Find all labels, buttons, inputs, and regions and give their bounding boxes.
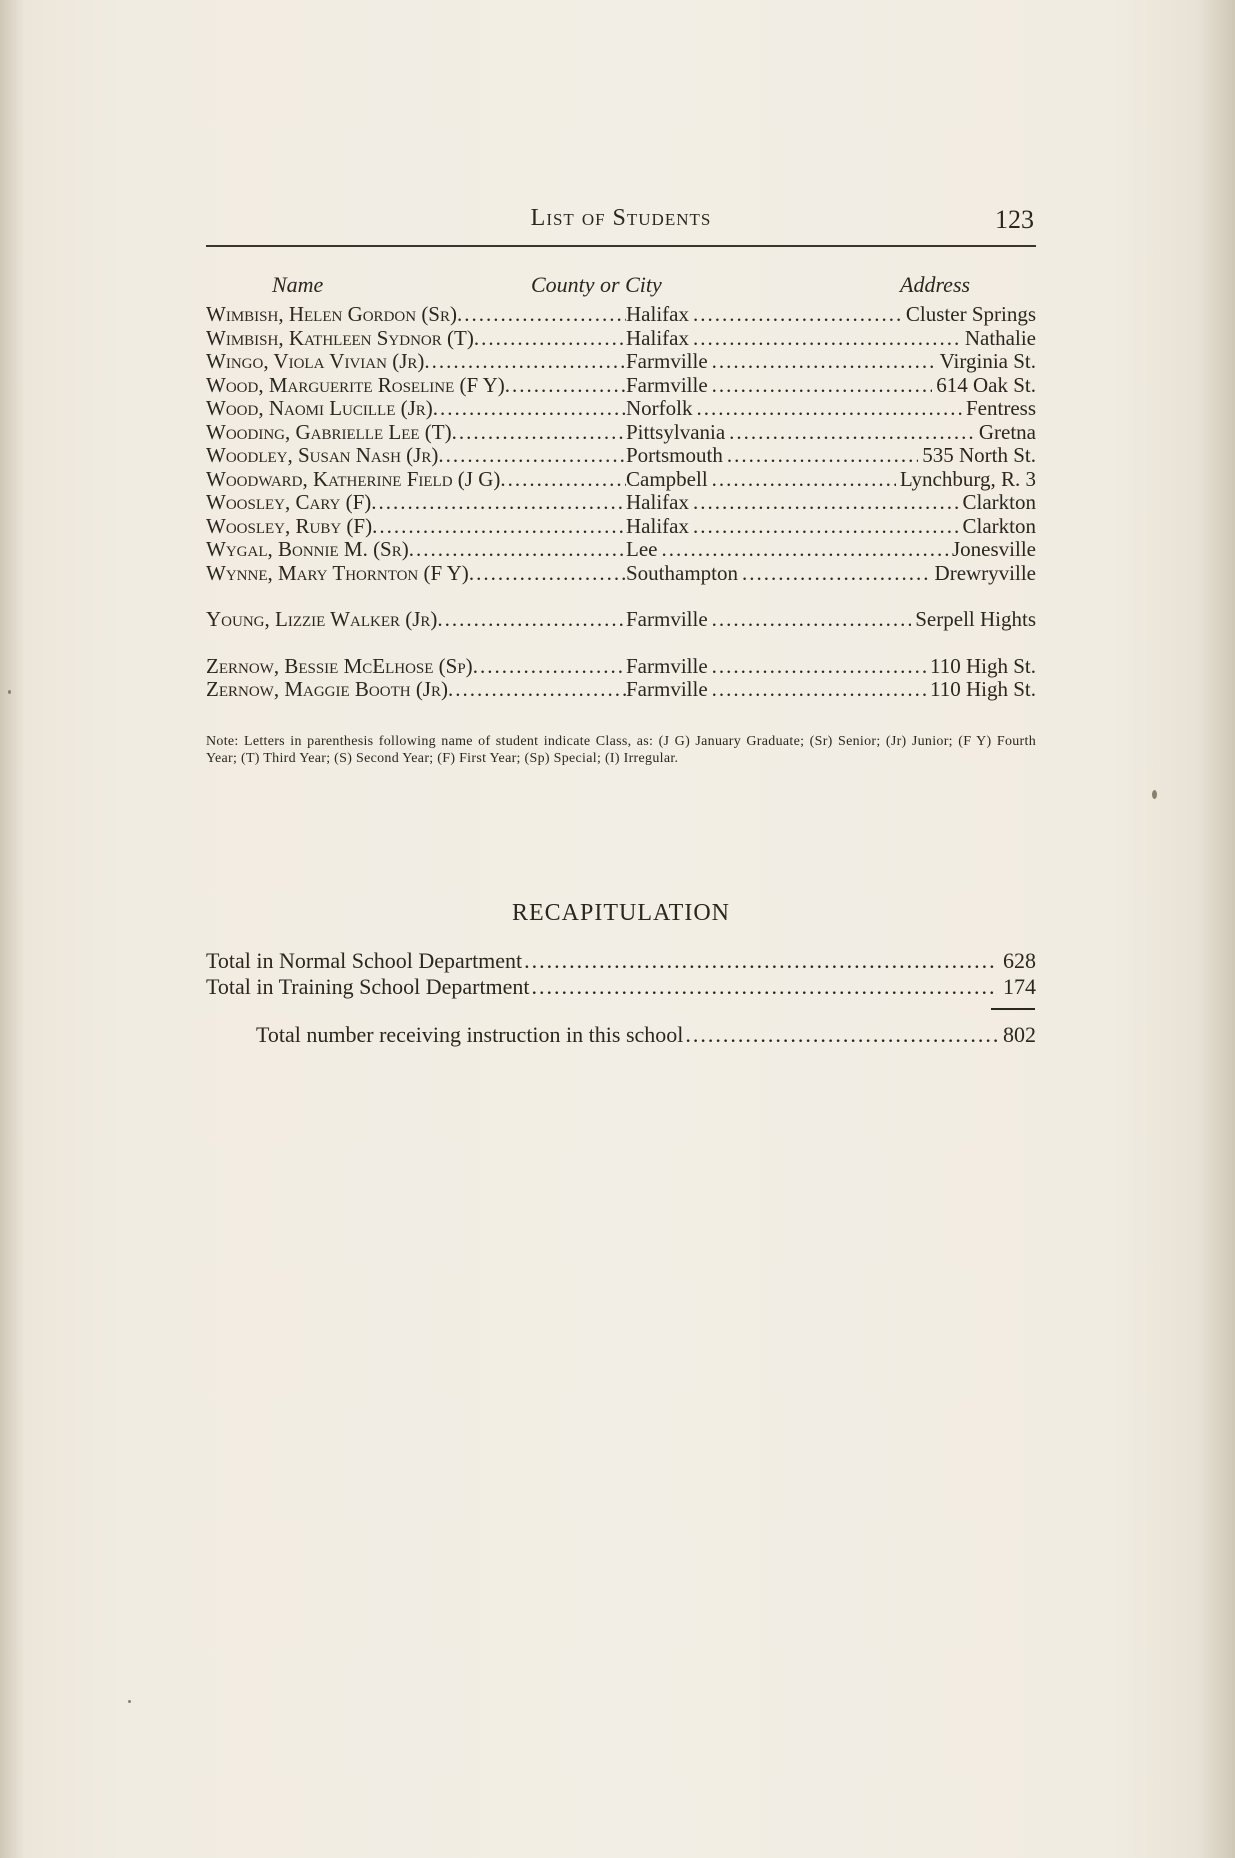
student-name: Woosley, Cary (F) [206,490,372,514]
running-title: List of Students [530,205,712,231]
name-cell [206,654,626,679]
leader-dots [474,326,626,351]
leader-dots [524,948,997,974]
county-or-city: Norfolk [626,396,693,420]
name-cell [206,443,626,468]
address: Gretna [978,419,1036,444]
name-cell [206,467,626,492]
leader-dots [505,373,626,398]
leader-dots [729,420,975,445]
student-name: Wimbish, Helen Gordon (Sr) [206,302,457,326]
leader-dots [500,467,626,492]
leader-dots [693,514,959,539]
student-name: Wooding, Gabrielle Lee (T) [206,419,452,444]
student-name: Woodward, Katherine Field (J G) [206,466,501,491]
leader-dots [409,537,626,562]
student-row [206,467,1036,491]
paper-speck [128,1700,131,1703]
normal-school-total [206,948,1036,974]
county-or-city: Farmville [626,677,708,701]
county-or-city: Halifax [626,325,689,350]
address: 614 Oak St. [936,372,1036,397]
name-cell [206,490,626,515]
address: Serpell Hights [915,607,1036,631]
county-or-city: Farmville [626,372,708,397]
student-name: Wood, Marguerite Roseline (F Y) [206,372,505,397]
leader-dots [697,396,963,421]
recapitulation-title: RECAPITULATION [512,900,730,926]
leader-dots [693,490,959,515]
name-cell [206,677,626,702]
student-name: Woodley, Susan Nash (Jr) [206,443,439,467]
address: Lynchburg, R. 3 [899,466,1036,491]
leader-dots [712,467,896,492]
address: Virginia St. [939,349,1036,373]
leader-dots [372,514,626,539]
student-name: Zernow, Maggie Booth (Jr) [206,677,448,701]
name-cell [206,373,626,398]
column-headings [206,272,1036,298]
address: 535 North St. [922,443,1036,467]
address: Jonesville [952,537,1036,561]
name-cell [206,607,626,632]
leader-dots [438,443,626,468]
paper-speck [8,690,11,694]
total-label: Total in Normal School Department [206,948,523,973]
county-or-city: Halifax [626,513,689,538]
leader-dots [712,607,912,632]
total-value: 628 [1003,948,1036,973]
name-cell [206,349,626,374]
column-heading-county: County or City [531,272,662,297]
address: 110 High St. [930,677,1036,701]
county-or-city: Farmville [626,653,708,678]
leader-dots [448,677,626,702]
student-row [206,420,1036,444]
leader-dots [712,373,933,398]
leader-dots [532,974,997,1000]
column-heading-address: Address [900,272,971,297]
leader-dots [457,302,626,327]
address: Clarkton [962,490,1036,514]
student-row [206,677,1036,701]
leader-dots [693,302,902,327]
leader-dots [452,420,626,445]
leader-dots [469,561,626,586]
student-row [206,349,1036,373]
leader-dots [712,349,936,374]
county-or-city: Lee [626,537,658,561]
leader-dots [437,607,626,632]
name-cell [206,326,626,351]
county-or-city: Halifax [626,490,689,514]
student-row [206,654,1036,678]
name-cell [206,420,626,445]
student-row [206,514,1036,538]
county-or-city: Campbell [626,466,708,491]
leader-dots [712,654,926,679]
grand-total [256,1022,1036,1048]
student-name: Wimbish, Kathleen Sydnor (T) [206,325,474,350]
total-value: 802 [1003,1022,1036,1047]
page-header [206,205,1036,247]
address: 110 High St. [930,653,1036,678]
county-or-city: Farmville [626,349,708,373]
student-row [206,443,1036,467]
student-row [206,490,1036,514]
address: Fentress [966,396,1036,420]
address: Nathalie [964,325,1036,350]
leader-dots [424,349,626,374]
student-row [206,561,1036,585]
name-cell [206,514,626,539]
paper-speck [1152,790,1157,799]
student-row [206,373,1036,397]
student-name: Young, Lizzie Walker (Jr) [206,607,438,631]
name-cell [206,302,626,327]
leader-dots [371,490,626,515]
address: Cluster Springs [905,302,1036,326]
county-or-city: Halifax [626,302,689,326]
student-name: Wygal, Bonnie M. (Sr) [206,537,409,561]
name-cell [206,537,626,562]
sum-rule [991,1008,1035,1010]
county-or-city: Pittsylvania [626,419,726,444]
address: Clarkton [962,513,1036,538]
student-row [206,302,1036,326]
name-cell [206,396,626,421]
leader-dots [727,443,918,468]
leader-dots [473,654,626,679]
training-school-total [206,974,1036,1000]
county-or-city: Southampton [626,560,739,585]
leader-dots [433,396,626,421]
student-row [206,326,1036,350]
student-name: Zernow, Bessie McElhose (Sp) [206,653,473,678]
county-or-city: Farmville [626,607,708,631]
student-name: Wood, Naomi Lucille (Jr) [206,396,433,420]
leader-dots [661,537,948,562]
leader-dots [693,326,961,351]
address: Drewryville [934,560,1036,585]
leader-dots [712,677,926,702]
student-row [206,607,1036,631]
total-label: Total number receiving instruction in this school [256,1022,684,1047]
class-abbreviation-note: Note: Letters in parenthesis following name of student indicate Class, as: (J G) January Graduate; (Sr) Senior; (Jr) Junior; (F Y) Fourth Year; (T) Third Year; (S) Second Year; (F) First Year; (Sp) Special; (I) Irregular. [206,734,1036,766]
page-number: 123 [995,205,1034,234]
column-heading-name: Name [272,272,324,297]
total-value: 174 [1003,974,1036,999]
total-label: Total in Training School Department [206,974,530,999]
leader-dots [685,1022,997,1048]
student-row [206,537,1036,561]
student-name: Woosley, Ruby (F) [206,513,373,538]
leader-dots [742,561,931,586]
student-name: Wynne, Mary Thornton (F Y) [206,560,469,585]
name-cell [206,561,626,586]
student-row [206,396,1036,420]
student-name: Wingo, Viola Vivian (Jr) [206,349,425,373]
county-or-city: Portsmouth [626,443,723,467]
